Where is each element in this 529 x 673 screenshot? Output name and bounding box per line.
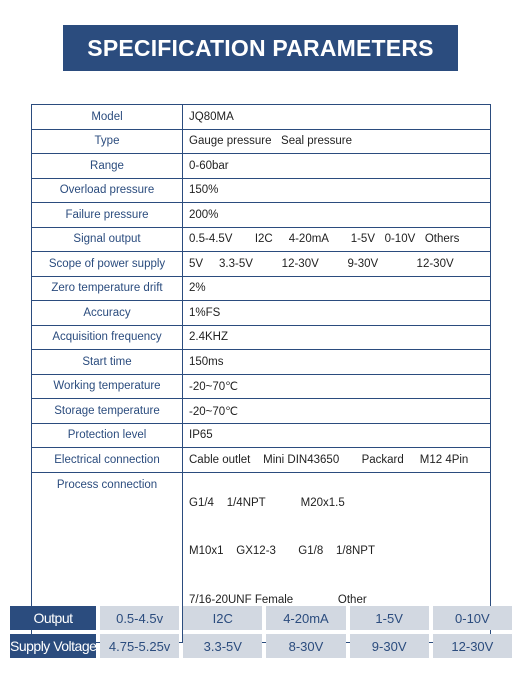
spec-label: Electrical connection [32,448,183,473]
page-title: SPECIFICATION PARAMETERS [63,25,458,71]
spec-value: IP65 [183,423,491,448]
spec-row [32,154,491,179]
supply-voltage-row [10,634,512,658]
spec-label: Start time [32,350,183,375]
spec-row [32,350,491,375]
supply-voltage-cell: 9-30V [350,634,429,658]
spec-value: -20~70℃ [183,399,491,424]
spec-row [32,227,491,252]
supply-voltage-cell: 8-30V [266,634,345,658]
spec-value: 2.4KHZ [183,325,491,350]
spec-label: Accuracy [32,301,183,326]
spec-row [32,374,491,399]
spec-label: Process connection [32,472,183,643]
spec-value: Gauge pressure Seal pressure [183,129,491,154]
spec-row [32,423,491,448]
spec-value: 2% [183,276,491,301]
spec-value: 200% [183,203,491,228]
supply-voltage-header: Supply Voltage [10,634,96,658]
spec-label: Acquisition frequency [32,325,183,350]
spec-label: Scope of power supply [32,252,183,277]
process-connection-line: 7/16-20UNF Female Other [189,593,367,606]
spec-label: Protection level [32,423,183,448]
output-header: Output [10,606,96,630]
spec-row [32,129,491,154]
supply-voltage-cell: 12-30V [433,634,512,658]
process-connection-line: G1/4 1/4NPT M20x1.5 [189,496,345,509]
output-row [10,606,512,630]
spec-label: Model [32,105,183,130]
spec-label: Type [32,129,183,154]
output-supply-table [6,602,516,662]
spec-value: -20~70℃ [183,374,491,399]
supply-voltage-cell: 4.75-5.25v [100,634,179,658]
spec-row [32,252,491,277]
spec-label: Overload pressure [32,178,183,203]
spec-value: 0.5-4.5V I2C 4-20mA 1-5V 0-10V Others [183,227,491,252]
spec-row [32,276,491,301]
spec-label: Failure pressure [32,203,183,228]
spec-value: 1%FS [183,301,491,326]
spec-row [32,399,491,424]
output-cell: 0-10V [433,606,512,630]
spec-value: 150ms [183,350,491,375]
spec-label: Range [32,154,183,179]
spec-value: JQ80MA [183,105,491,130]
supply-voltage-cell: 3.3-5V [183,634,262,658]
spec-label: Signal output [32,227,183,252]
spec-row [32,178,491,203]
spec-label: Storage temperature [32,399,183,424]
output-cell: 1-5V [350,606,429,630]
spec-row [32,203,491,228]
spec-row [32,448,491,473]
spec-value: 0-60bar [183,154,491,179]
output-cell: 0.5-4.5v [100,606,179,630]
spec-value: Cable outlet Mini DIN43650 Packard M12 4Pin [183,448,491,473]
spec-label: Working temperature [32,374,183,399]
spec-value: 150% [183,178,491,203]
spec-row [32,325,491,350]
spec-row [32,301,491,326]
output-cell: I2C [183,606,262,630]
spec-value: 5V 3.3-5V 12-30V 9-30V 12-30V [183,252,491,277]
spec-label: Zero temperature drift [32,276,183,301]
spec-table [31,104,491,643]
process-connection-line: M10x1 GX12-3 G1/8 1/8NPT [189,545,375,557]
spec-row [32,105,491,130]
output-cell: 4-20mA [266,606,345,630]
